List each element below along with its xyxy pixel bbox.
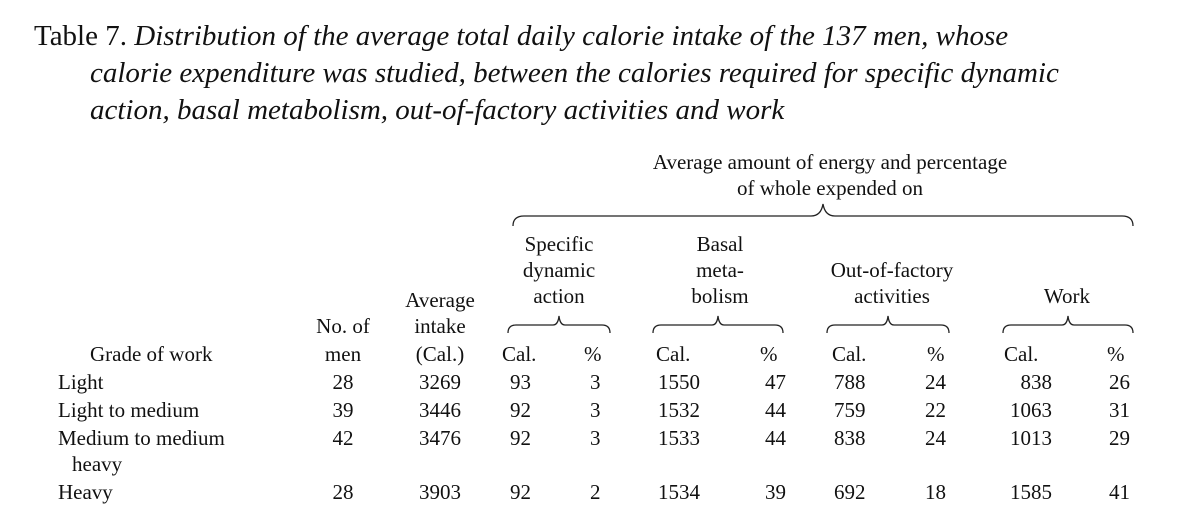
row-3-grade-continued: heavy [72,452,123,476]
row-2-sda-cal: 92 [510,398,531,422]
table-title-line-2: calorie expenditure was studied, between the calories required for specific dynamic [90,57,1059,89]
row-2-work-pct: 31 [1109,398,1130,422]
out-cal-header: Cal. [832,342,867,366]
table-title-line-1: Distribution of the average total daily calorie intake of the 137 men, whose [134,20,1009,52]
row-4-sda-cal: 92 [510,480,531,504]
row-1-men: 28 [332,370,354,394]
row-2-basal-pct: 44 [765,398,786,422]
intake-header-line-2: intake [414,314,466,338]
group-out-line-1: Out-of-factory [830,258,954,282]
row-2-basal-cal: 1532 [658,398,700,422]
men-header-line-1: No. of [316,314,370,338]
row-1-intake: 3269 [419,370,461,394]
row-4-basal-cal: 1534 [658,480,700,504]
group-basal-line-3: bolism [691,284,749,308]
table-title-line-3: action, basal metabolism, out-of-factory activities and work [90,94,785,126]
row-2-sda-pct: 3 [590,398,601,422]
row-3-out-pct: 24 [925,426,946,450]
group-sda-line-3: action [533,284,585,308]
row-4-men: 28 [332,480,354,504]
row-1-sda-cal: 93 [510,370,531,394]
row-1-basal-cal: 1550 [658,370,700,394]
group-basal-line-1: Basal [696,232,744,256]
row-4-grade: Heavy [58,480,113,504]
row-2-work-cal: 1063 [1010,398,1052,422]
row-3-out-cal: 838 [834,426,866,450]
row-2-grade: Light to medium [58,398,200,422]
grade-header: Grade of work [90,342,213,366]
row-4-work-pct: 41 [1109,480,1130,504]
group-out-line-2: activities [854,284,930,308]
sda-pct-header: % [584,342,602,366]
row-1-out-cal: 788 [834,370,866,394]
row-2-men: 39 [332,398,354,422]
table-caption [34,18,1174,129]
brace-work [1002,313,1134,335]
group-work-line-1: Work [1043,284,1091,308]
row-3-work-cal: 1013 [1010,426,1052,450]
row-4-basal-pct: 39 [765,480,786,504]
row-3-work-pct: 29 [1109,426,1130,450]
group-basal-line-2: meta- [696,258,744,282]
row-3-grade: Medium to medium [58,426,225,450]
row-2-out-pct: 22 [925,398,946,422]
row-3-basal-pct: 44 [765,426,786,450]
row-3-intake: 3476 [419,426,461,450]
row-3-basal-cal: 1533 [658,426,700,450]
row-1-work-pct: 26 [1109,370,1130,394]
row-1-sda-pct: 3 [590,370,601,394]
spanner-brace [512,200,1134,228]
group-sda-line-1: Specific [524,232,594,256]
row-1-out-pct: 24 [925,370,946,394]
row-4-intake: 3903 [419,480,461,504]
brace-out [826,313,950,335]
work-cal-header: Cal. [1004,342,1039,366]
row-4-out-pct: 18 [925,480,946,504]
row-1-grade: Light [58,370,104,394]
row-3-sda-cal: 92 [510,426,531,450]
men-header-line-2: men [324,342,362,366]
table-label: Table 7. [34,20,127,52]
group-sda-line-2: dynamic [522,258,596,282]
row-3-men: 42 [332,426,354,450]
out-pct-header: % [927,342,945,366]
row-4-work-cal: 1585 [1010,480,1052,504]
intake-header-line-3: (Cal.) [415,342,465,366]
basal-cal-header: Cal. [656,342,691,366]
row-3-sda-pct: 3 [590,426,601,450]
row-2-out-cal: 759 [834,398,866,422]
spanner-heading-line-2: of whole expended on [736,176,924,200]
intake-header-line-1: Average [405,288,475,312]
sda-cal-header: Cal. [502,342,537,366]
basal-pct-header: % [760,342,778,366]
brace-sda [507,313,611,335]
row-1-basal-pct: 47 [765,370,786,394]
work-pct-header: % [1107,342,1125,366]
row-2-intake: 3446 [419,398,461,422]
row-4-out-cal: 692 [834,480,866,504]
row-4-sda-pct: 2 [590,480,601,504]
brace-basal [652,313,784,335]
row-1-work-cal: 838 [1020,370,1052,394]
spanner-heading-line-1: Average amount of energy and percentage [652,150,1008,174]
